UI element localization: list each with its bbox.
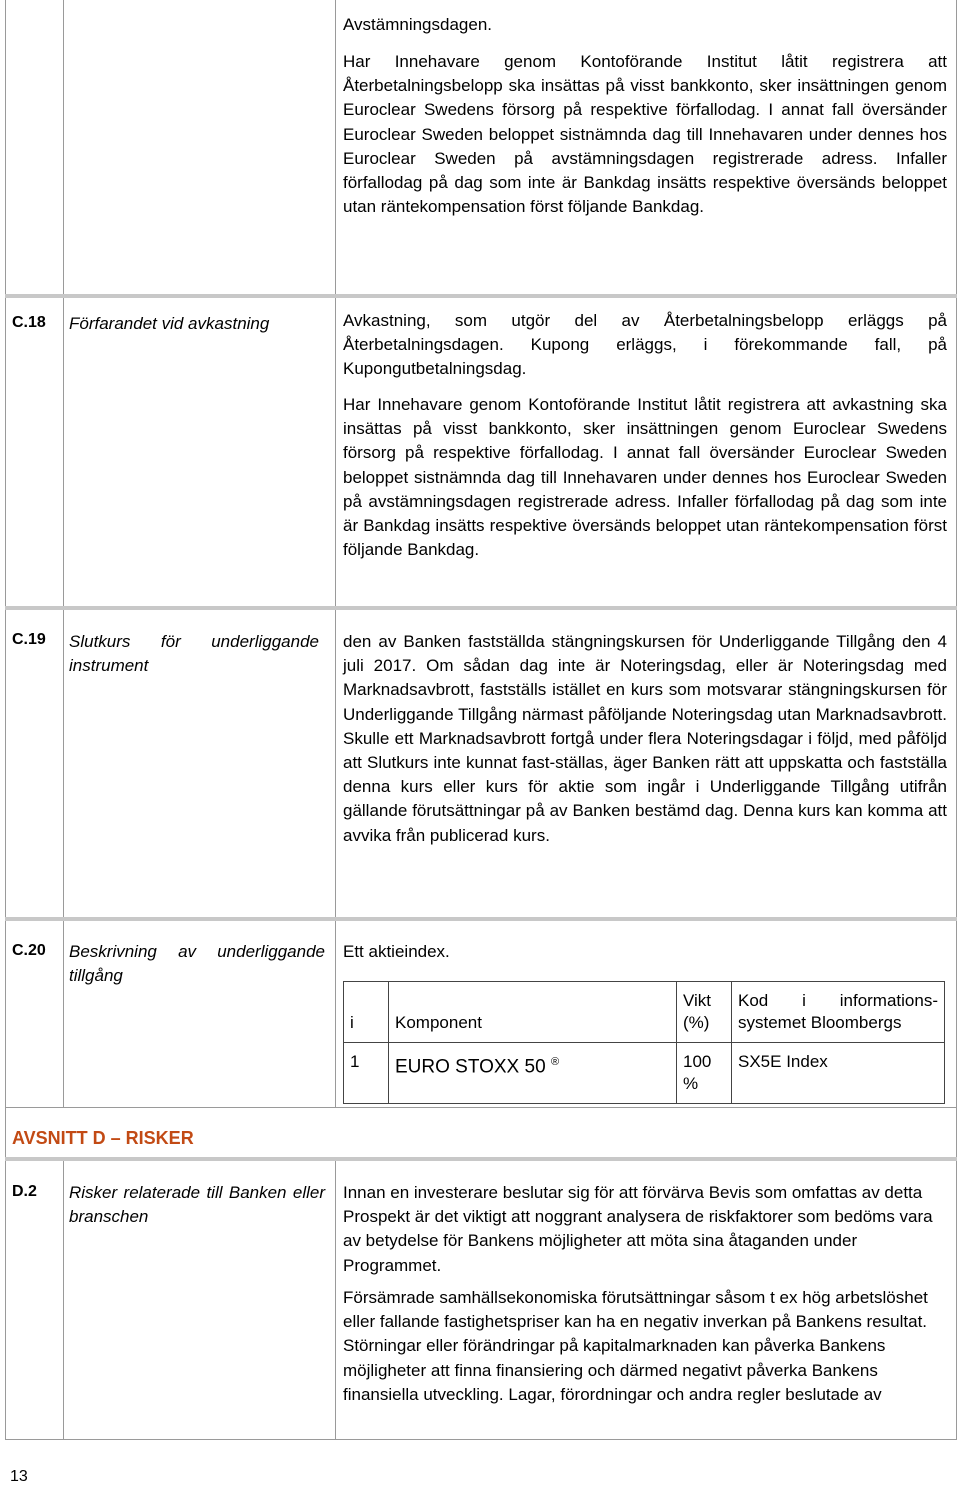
- table-header-row: [344, 982, 945, 1043]
- row-separator: [5, 294, 957, 298]
- row-separator: [5, 1157, 957, 1161]
- row-separator: [5, 1107, 957, 1108]
- header-cell: i: [344, 982, 389, 1043]
- header-cell: Kod i informations-systemet Bloombergs: [732, 982, 945, 1043]
- row-number: C.19: [12, 631, 46, 648]
- row-title: Förfarandet vid avkastning: [69, 314, 270, 333]
- header-cell: Vikt (%): [677, 982, 732, 1043]
- column-divider-1: [63, 0, 64, 1107]
- cell-code: SX5E Index: [732, 1043, 945, 1104]
- c20-intro: Ett aktieindex.: [343, 942, 450, 961]
- c19-paragraph: den av Banken fastställda stängningskursen för Underliggande Tillgång den 4 juli 2017. Om sådan dag inte är Noteringsdag, eller är Noteringsdag med Marknadsavbrott, fastställs istället en kurs som motsvarar stängningskursen för Underliggande Tillgång närmast påföljande Noteringsdag utan Marknadsavbrott. Skulle ett Marknadsavbrott fortgå under flera Noteringsdagar i följd, med påföljd att Slutkurs inte kunnat fast-ställas, äger Banken rätt att uppskatta och fastställa denna kurs eller kurs för aktie som ingår i Underliggande Tillgång utifrån gällande förutsättningar på av Banken bestämd dag. Denna kurs kan komma att avvika från publicerad kurs.: [343, 632, 947, 845]
- row-title: Slutkurs för underliggande instrument: [69, 632, 319, 675]
- top-cell-line1: Avstämningsdagen.: [343, 15, 493, 34]
- cell-component: [389, 1043, 677, 1104]
- row-number: C.18: [12, 314, 46, 331]
- row-title: Beskrivning av underliggande tillgång: [69, 942, 325, 985]
- index-components-table: [343, 981, 945, 1104]
- section-heading: AVSNITT D – RISKER: [12, 1128, 194, 1148]
- c18-paragraph-2: Har Innehavare genom Kontoförande Institut låtit registrera att avkastning ska insättas på visst bankkonto, sker insättningen genom Euroclear Swedens försorg på respektive förfallodag. I annat fall översänder Euroclear Sweden beloppet sistnämnda dag till Innehavaren under dennes hos Euroclear Sweden på avstämningsdagen registrerade adress. Infaller förfallodag på dag som inte är Bankdag insätts respektive översänds beloppet utan räntekompensation först följande Bankdag.: [343, 395, 947, 560]
- column-divider-2: [335, 0, 336, 1107]
- registered-mark: ®: [550, 1056, 560, 1068]
- page-number: 13: [10, 1468, 28, 1485]
- cell-weight: 100 %: [677, 1043, 732, 1104]
- column-divider-1b: [63, 1161, 64, 1440]
- d2-paragraph-2: Försämrade samhällsekonomiska förutsättningar såsom t ex hög arbetslöshet eller fallande fastighetspriser kan ha en negativ inverkan på Bankens resultat. Störningar eller förändringar på kapitalmarknaden kan påverka Bankens möjligheter att finna finansiering och därmed negativt påverka Bankens finansiella utveckling. Lagar, förordningar och andra regler beslutade av: [343, 1288, 928, 1404]
- component-name: EURO STOXX 50: [395, 1056, 546, 1078]
- row-separator: [5, 917, 957, 921]
- table-row: [344, 1043, 945, 1104]
- c18-paragraph-1: Avkastning, som utgör del av Återbetalningsbelopp erläggs på Återbetalningsdagen. Kupong erläggs, i förekommande fall, på Kupongutbetalningsdag.: [343, 311, 947, 379]
- header-cell: Komponent: [389, 982, 677, 1043]
- row-number: D.2: [12, 1183, 37, 1200]
- top-cell-paragraph: Har Innehavare genom Kontoförande Institut låtit registrera att Återbetalningsbelopp ska insättas på visst bankkonto, sker insättningen genom Euroclear Swedens försorg på respektive förfallodag. I annat fall översänder Euroclear Sweden beloppet sistnämnda dag till Innehavaren under dennes hos Euroclear Sweden på avstämningsdagen registrerade adress. Infaller förfallodag på dag som inte är Bankdag insätts respektive översänds beloppet utan räntekompensation först följande Bankdag.: [343, 52, 947, 217]
- cell-i: 1: [344, 1043, 389, 1104]
- d2-paragraph-1: Innan en investerare beslutar sig för att förvärva Bevis som omfattas av detta Prospekt är det viktigt att noggrant analysera de riskfaktorer som bedöms vara av betydelse för Bankens möjligheter att möta sina åtaganden under Programmet.: [343, 1183, 933, 1275]
- row-number: C.20: [12, 942, 46, 959]
- row-separator: [5, 606, 957, 610]
- column-divider-2b: [335, 1161, 336, 1440]
- row-title: Risker relaterade till Banken eller branschen: [69, 1183, 325, 1226]
